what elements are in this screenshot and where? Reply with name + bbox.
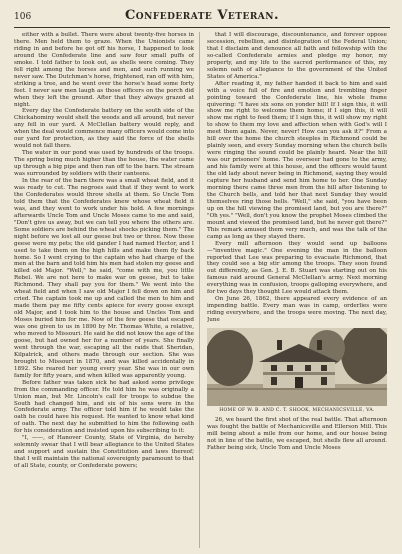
house-photo-illustration [207, 328, 387, 406]
paragraph: that I will discourage, discountenance, and forever oppose secession, rebellion, and disintegration of the Federal Union; that I disclaim and denounce all faith and fellowship with the so-called Confederate armies and pledge my honor, my property, and my life to the sacred performance of this, my solemn oath of allegiance to the government of the United States of America." [207, 32, 387, 80]
page-number: 106 [14, 12, 32, 22]
header-rule [14, 27, 390, 28]
paragraph: 26, we heard the first shot of the real battle. That afternoon was fought the battle of Mechanicsville and Ellerson Mill. This mill being about a mile from our home, and our house being not in line of the battle, we escaped, but shells flew all around. Father being sick, Uncle Tom and Uncle Moses [207, 417, 387, 451]
left-column [14, 32, 194, 548]
right-column [207, 32, 387, 548]
paragraph: On June 26, 1862, there appeared every evidence of an impending battle. Every man was in camp, orderlies were riding everywhere, and the troops were moving. The next day, June [207, 296, 387, 324]
journal-title: Confederate Veteran. [124, 8, 280, 23]
page-header [14, 6, 390, 28]
paragraph: Every day the Confederate battery on the south side of the Chickahominy would shell the woods and all around, but never any fell in our yard. A McClellan battery would reply, and when the deal would commence many officers would come into our yard for protection, as they said the force of the shells would not fall there. [14, 108, 194, 150]
paragraph: After reading it, my father handed it back to him and said with a voice full of fire and emotion and trembling finger pointing toward the Confederate line, his whole frame quivering: "I have six sons on yonder hill! If I sign this, it will show me right to welcome them home; if I sign this, it will show me right to feed them; if I sign this, it will show my right to show to them my love and affection when with God's will I meet them again. Never, never! How can you ask it?" From a hill over the home the church steeples in Richmond could be plainly seen, and every Sunday morning when the church bells were ringing the sound could be plainly heard. Near the hill was our prisoners' home. The overseer had gone to the army, and his family were at this house, and the officers would taunt the old lady about never being in Richmond, saying they would capture her husband and send him home to her. One Sunday morning there came three men from the hill after listening to the Church bells, and told her that next Sunday they would themselves ring those bells. "Well," she said, "you have been up on the hill viewing the promised land, but you are there?" "Oh yes." "Well, don't you know the prophet Moses climbed the mount and viewed the promised land, but he never got there?" This remark amused them very much, and was the talk of the camp as long as they stayed there. [207, 80, 387, 240]
paragraph: Every mill afternoon they would send up balloons—"inventive magic." One evening the man in the balloon reported that Lee was preparing to evacuate Richmond, that they could see a big stir among the troops. They soon found out differently, as Gen. J. E. B. Stuart was starting out on his famous raid around General McClellan's army. Next morning everything was in confusion, troops galloping everywhere, and for two days they thought Lee would attack them. [207, 240, 387, 296]
paragraph: "I, ——, of Hanover County, State of Virginia, do hereby solemnly swear that I will bear allegiance to the United States and support and sustain the Constitution and laws thereof; that I will maintain the national sovereignty paramount to that of all State, county, or Confederate powers; [14, 435, 194, 470]
column-divider [199, 32, 200, 548]
figure-caption: HOME OF W. B. AND C. T. SHOOK, MECHANICSVILLE, VA. [219, 408, 375, 414]
paragraph: In the rear of the barn there was a small wheat field, and it was ready to cut. The negroes said that if they went to work the Confederates would throw shells at them. So Uncle Tom told them that the Confederates knew whose wheat field it was, and they went to work under his hold. A few mornings afterwards Uncle Tom and Uncle Moses came to me and said, "Don't give us away, but we can tell you where the others are. Some soldiers are behind the wheat shocks picking them." The night before we lost all our geese but two or three. Now these geese were my pets; the old gander I had named Hector, and I used to take them on the high hills and make them fly back home. So I went crying to the captain who had charge of the men at the barn and told him his men had stolen my geese and killed old Major. "Well," he said, "come with me, you little Rebel. We are not here to make war on geese, but to take Richmond. They shall pay you for them." We went into the wheat field and when I saw old Major I fell down on him and cried. The captain took me up and called the men to him and made them pay me fifty cents apiece for every goose except old Major, and I took him to the house and Uncles Tom and Moses buried him for me. Now of the few geese that escaped was one given to us in 1890 by Mr. Thomas White, a relative, who moved to Missouri. He said he did not know the age of the goose, but had owned her for a number of years. She finally went through the war, escaping all the raids that Sheridan, Kilpatrick, and others made through our section. She was brought to Missouri in 1870, and was killed accidentally in 1892. She reared her young every year. She was in our own family for fifty years, and when killed was apparently young. [14, 178, 194, 379]
paragraph: Before father was taken sick he had asked some privilege from the commanding officer. He told him he was originally a Union man, but Mr. Lincoln's call for troops to subdue the South had changed him, and six of his sons were in the Confederate army. The officer told him if he would take the oath he could have his request. He wanted to know what kind of oath. The next day he submitted to him the following oath for his consideration and insisted upon his subscribing to it: [14, 379, 194, 435]
house-photo [207, 328, 387, 406]
paragraph: The water in our pond was used by hundreds of the troops. The spring being much higher than the house, the water came up through a big pipe and then ran off to the barn. The stream was surrounded by soldiers with their canteens. [14, 150, 194, 178]
paragraph: either with a bullet. There were about twenty-five horses in there. Men held them to graze. When the Unionists came riding in and before he got off his horse, I happened to look around the Confederate line and saw four small puffs of smoke. I told father to look out, as shells were coming. They fell right among the horses and men, and such running we never saw. The Dutchman's horse, frightened, ran off with him, striking a tree, and he went over the horse's head some forty feet. I never saw men laugh as those officers on the porch did when they left the ground. After that they always grazed at night. [14, 32, 194, 108]
